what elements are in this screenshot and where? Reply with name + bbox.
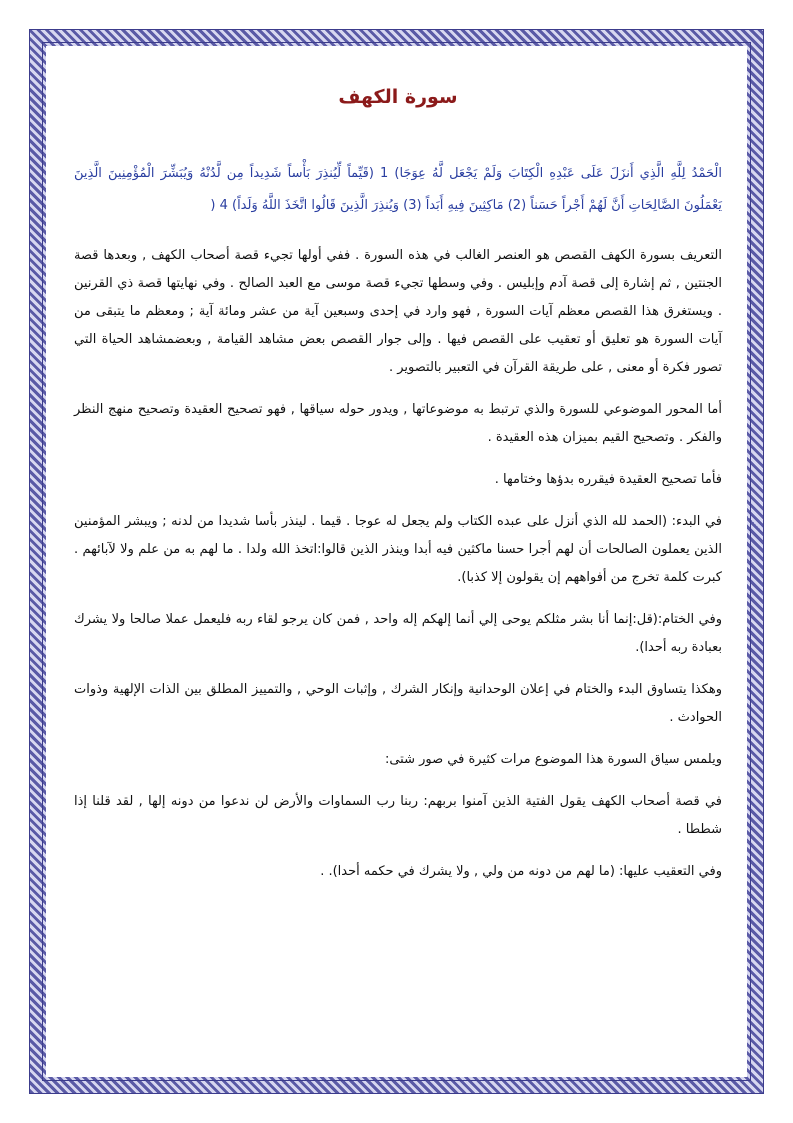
quran-verse: الْحَمْدُ لِلَّهِ الَّذِي أَنزَلَ عَلَى عَبْدِهِ الْكِتَابَ وَلَمْ يَجْعَل لَّهُ عِوَجَا) 1 (قَيِّماً لِّيُنذِرَ بَأْساً شَدِيداً مِن لَّدُنْهُ وَيُبَشِّرَ الْمُؤْمِنِينَ الَّذِينَ يَعْمَلُونَ الصَّالِحَاتِ أَنَّ لَهُمْ أَجْراً حَسَناً (2) مَاكِثِينَ فِيهِ أَبَداً (3) وَيُنذِرَ الَّذِينَ قَالُوا اتَّخَذَ اللَّهُ وَلَداً) 4 (	[74, 166, 722, 213]
document-body	[74, 82, 722, 1042]
paragraph-commentary: وفي التعقيب عليها: (ما لهم من دونه من ولي , ولا يشرك في حكمه أحدا). .	[320, 864, 722, 879]
paragraph-context: ويلمس سياق السورة هذا الموضوع مرات كثيرة في صور شتى:	[384, 752, 722, 767]
paragraph-harmony: وهكذا يتساوق البدء والختام في إعلان الوحدانية وإنكار الشرك , وإثبات الوحي , والتمييز المطلق بين الذات الإلهية وذوات الحوادث .	[74, 682, 722, 725]
paragraph-ending: وفي الختام:(قل:إنما أنا بشر مثلكم يوحى إلي أنما إلهكم إله واحد , فمن كان يرجو لقاء ربه فليعمل عملا صالحا ولا يشرك بعبادة ربه أحدا).	[74, 612, 722, 655]
paragraph-introduction: التعريف بسورة الكهف القصص هو العنصر الغالب في هذه السورة . ففي أولها تجيء قصة أصحاب الكهف , وبعدها قصة الجنتين , ثم إشارة إلى قصة آدم وإبليس . وفي وسطها تجيء قصة موسى مع العبد الصالح . وفي نهايتها قصة ذي القرنين . ويستغرق هذا القصص معظم آيات السورة , فهو وارد في إحدى وسبعين آية من عشر ومائة آية ; ومعظم ما يتبقى من آيات السورة هو تعليق أو تعقيب على القصص فيها . وإلى جوار القصص بعض مشاهد القيامة , وبعضمشاهد الحياة التي تصور فكرة أو معنى , على طريقة القرآن في التعبير بالتصوير .	[74, 248, 722, 375]
paragraph-creed: فأما تصحيح العقيدة فيقرره بدؤها وختامها .	[494, 472, 722, 487]
paragraph-main-theme: أما المحور الموضوعي للسورة والذي ترتبط به موضوعاتها , ويدور حوله سياقها , فهو تصحيح العقيدة وتصحيح منهج النظر والفكر . وتصحيح القيم بميزان هذه العقيدة .	[74, 402, 722, 445]
paragraph-beginning: في البدء: (الحمد لله الذي أنزل على عبده الكتاب ولم يجعل له عوجا . قيما . لينذر بأسا شديدا من لدنه ; ويبشر المؤمنين الذين يعملون الصالحات أن لهم أجرا حسنا ماكثين فيه أبدا وينذر الذين قالوا:اتخذ الله ولدا . ما لهم به من علم ولا لآبائهم . كبرت كلمة تخرج من أفواههم إن يقولون إلا كذبا).	[74, 514, 722, 585]
page-title: سورة الكهف	[338, 86, 458, 108]
paragraph-cave-story: في قصة أصحاب الكهف يقول الفتية الذين آمنوا بربهم: ربنا رب السماوات والأرض لن ندعوا من دونه إلها , لقد قلنا إذا شططا .	[74, 794, 722, 837]
